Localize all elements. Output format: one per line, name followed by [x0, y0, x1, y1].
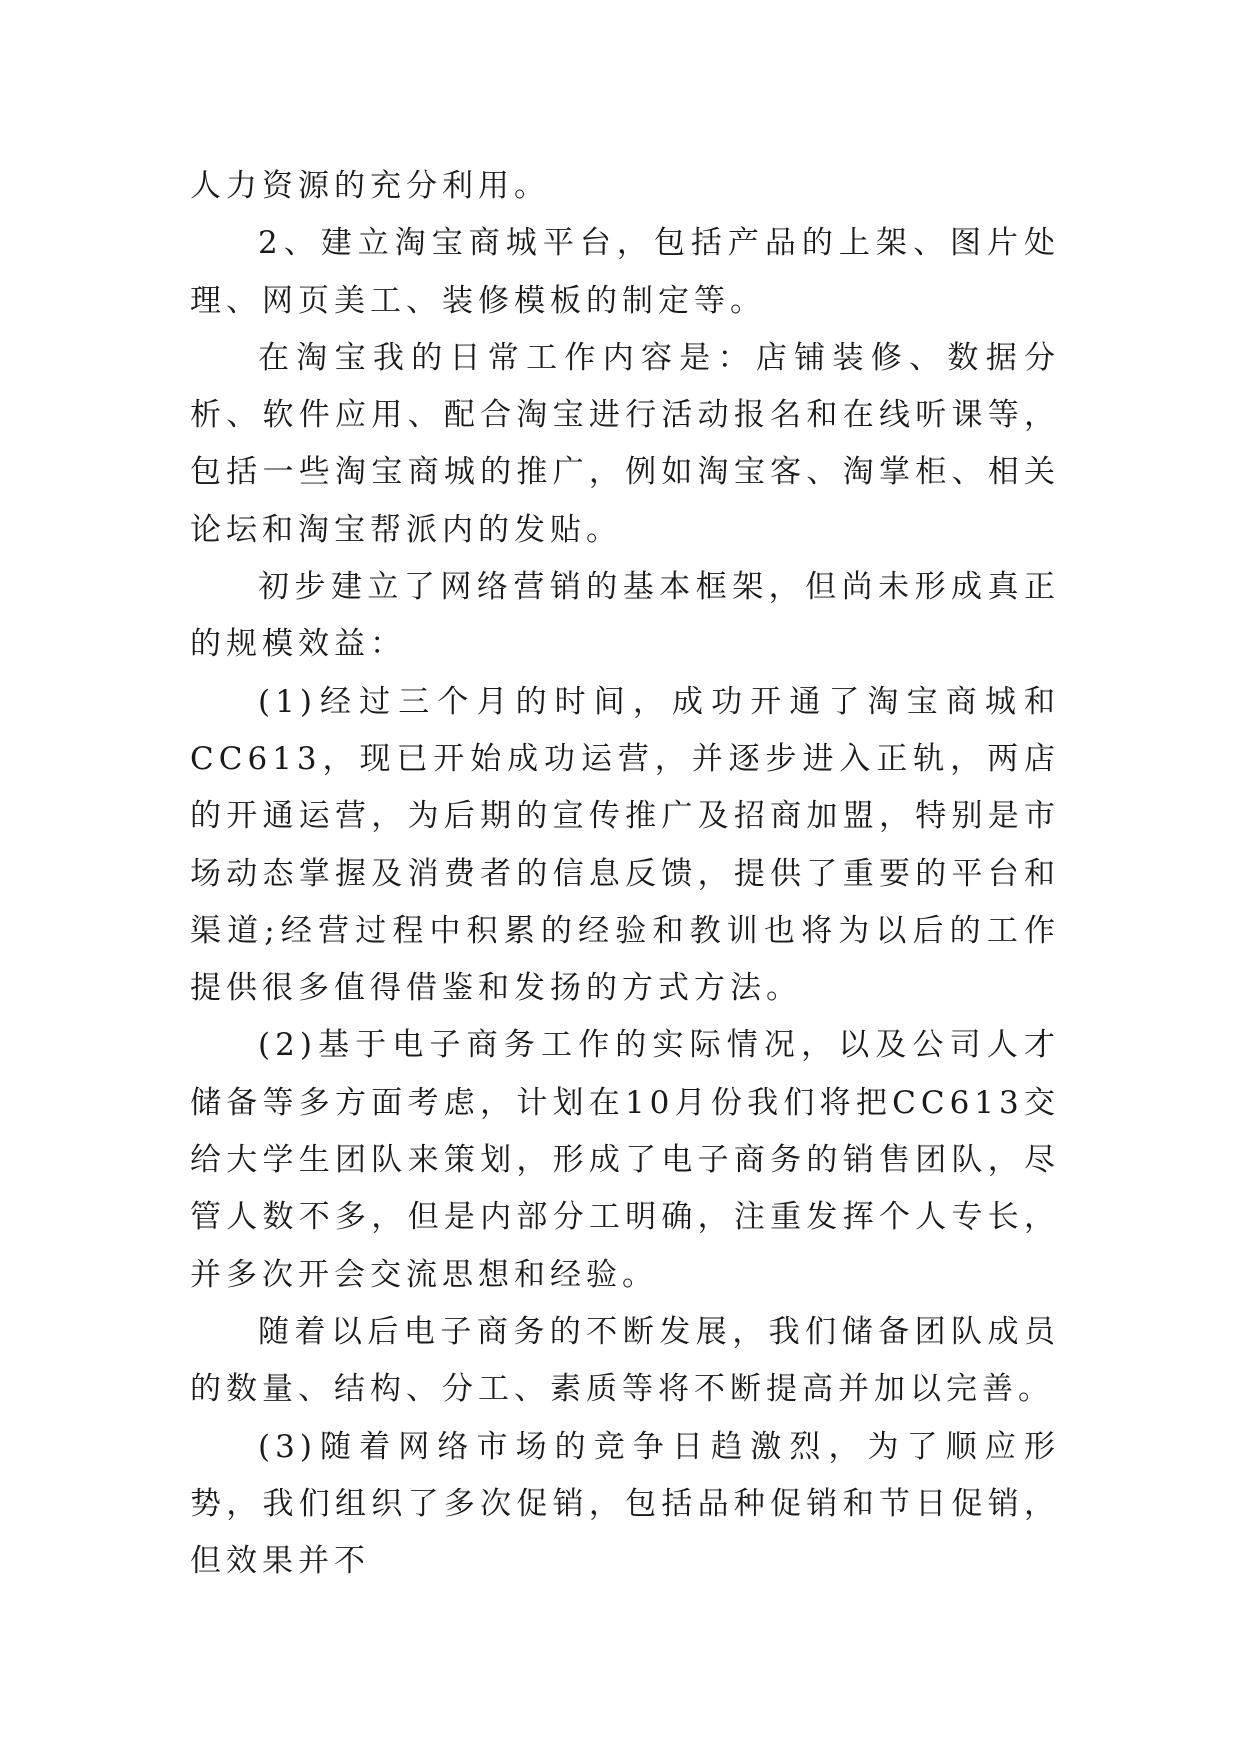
paragraph-team-development: 随着以后电子商务的不断发展，我们储备团队成员的数量、结构、分工、素质等将不断提高并加以完善。 [190, 1313, 1060, 1408]
paragraph-item-3: (3)随着网络市场的竞争日趋激烈，为了顺应形势，我们组织了多次促销，包括品种促销和节日促销，但效果并不 [190, 1428, 1060, 1580]
document-body [190, 158, 1060, 1590]
paragraph-item-2: (2)基于电子商务工作的实际情况，以及公司人才储备等多方面考虑，计划在10月份我们将把CC613交给大学生团队来策划，形成了电子商务的销售团队，尽管人数不多，但是内部分工明确，注重发挥个人专长，并多次开会交流思想和经验。 [190, 1027, 1060, 1293]
paragraph-continuation: 人力资源的充分利用。 [190, 168, 550, 204]
paragraph-item-1: (1)经过三个月的时间，成功开通了淘宝商城和CC613，现已开始成功运营，并逐步进入正轨，两店的开通运营，为后期的宣传推广及招商加盟，特别是市场动态掌握及消费者的信息反馈，提供了重要的平台和渠道;经营过程中积累的经验和教训也将为以后的工作提供很多值得借鉴和发扬的方式方法。 [190, 683, 1060, 1007]
paragraph-taobao-platform: 2、建立淘宝商城平台，包括产品的上架、图片处理、网页美工、装修模板的制定等。 [190, 225, 1060, 319]
paragraph-marketing-framework: 初步建立了网络营销的基本框架，但尚未形成真正的规模效益： [190, 569, 1060, 663]
paragraph-daily-work: 在淘宝我的日常工作内容是：店铺装修、数据分析、软件应用、配合淘宝进行活动报名和在线听课等，包括一些淘宝商城的推广，例如淘宝客、淘掌柜、相关论坛和淘宝帮派内的发贴。 [190, 339, 1060, 548]
